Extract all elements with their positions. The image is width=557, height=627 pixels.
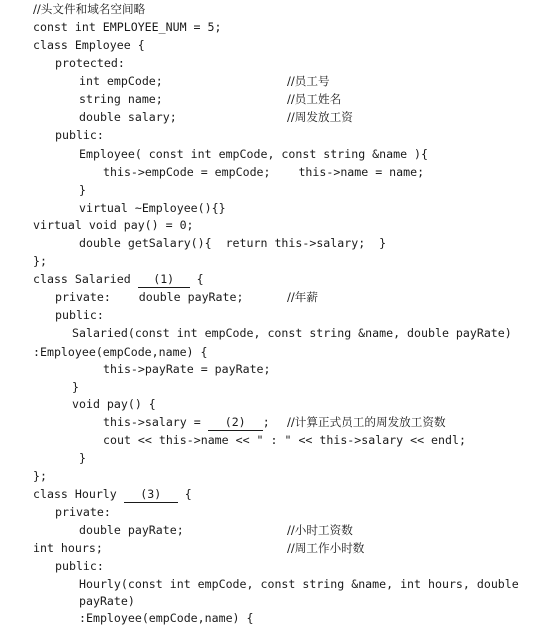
code-comment-24 bbox=[287, 413, 446, 431]
code-text: double payRate; bbox=[79, 523, 184, 537]
code-text: double salary; bbox=[79, 110, 177, 124]
code-line-22 bbox=[72, 378, 79, 396]
code-text: double getSalary(){ return this->salary; } bbox=[79, 236, 387, 250]
code-text: :Employee(empCode,name) { bbox=[33, 345, 208, 359]
code-text: public: bbox=[55, 128, 104, 142]
code-text: private: bbox=[55, 505, 111, 519]
code-line-27 bbox=[33, 467, 47, 485]
code-text: int hours; bbox=[33, 541, 103, 555]
code-text: const int EMPLOYEE_NUM = 5; bbox=[33, 20, 222, 34]
code-line-9 bbox=[79, 145, 428, 163]
code-line-3 bbox=[33, 36, 145, 54]
code-line-11 bbox=[79, 181, 86, 199]
code-text: Hourly(const int empCode, const string &name, int hours, double bbox=[79, 577, 519, 591]
code-line-4 bbox=[55, 54, 125, 72]
code-text: { bbox=[189, 272, 204, 286]
code-text: Salaried(const int empCode, const string &name, double payRate) bbox=[72, 326, 512, 340]
code-line-19 bbox=[72, 324, 512, 342]
comment-text: //年薪 bbox=[287, 290, 318, 304]
code-line-24 bbox=[103, 413, 270, 431]
code-text: } bbox=[79, 451, 86, 465]
answer-blank: (3) bbox=[124, 487, 178, 503]
comment-text: //员工姓名 bbox=[287, 92, 342, 106]
code-line-2 bbox=[33, 18, 221, 36]
code-line-32 bbox=[55, 557, 104, 575]
code-line-16 bbox=[33, 270, 204, 288]
code-line-10 bbox=[103, 163, 424, 181]
code-line-17 bbox=[55, 288, 243, 306]
code-line-20 bbox=[33, 343, 208, 361]
comment-text: //周发放工资 bbox=[287, 110, 353, 124]
code-line-18 bbox=[55, 306, 104, 324]
code-text: cout << this->name << " : " << this->salary << endl; bbox=[103, 433, 466, 447]
answer-blank: (1) bbox=[138, 272, 190, 288]
code-text: string name; bbox=[79, 92, 163, 106]
code-line-29 bbox=[55, 503, 111, 521]
comment-text: //员工号 bbox=[287, 74, 330, 88]
code-text: } bbox=[79, 183, 86, 197]
code-text: public: bbox=[55, 308, 104, 322]
code-line-6 bbox=[79, 90, 163, 108]
code-line-12 bbox=[79, 199, 226, 217]
code-comment-7 bbox=[287, 108, 353, 126]
code-line-7 bbox=[79, 108, 177, 126]
code-text: Employee( const int empCode, const string &name ){ bbox=[79, 147, 429, 161]
code-text: virtual ~Employee(){} bbox=[79, 201, 226, 215]
code-text: virtual void pay() = 0; bbox=[33, 218, 194, 232]
code-text: ; bbox=[262, 415, 270, 429]
comment-text: //计算正式员工的周发放工资数 bbox=[287, 415, 446, 429]
code-text: payRate) bbox=[79, 594, 135, 608]
code-line-8 bbox=[55, 126, 104, 144]
code-line-26 bbox=[79, 449, 86, 467]
code-text: { bbox=[177, 487, 192, 501]
code-line-14 bbox=[79, 234, 386, 252]
code-line-35 bbox=[79, 609, 254, 627]
code-line-5 bbox=[79, 72, 163, 90]
code-text: private: double payRate; bbox=[55, 290, 244, 304]
code-text: } bbox=[72, 380, 79, 394]
code-comment-5 bbox=[287, 72, 330, 90]
code-text: int empCode; bbox=[79, 74, 163, 88]
code-line-21 bbox=[103, 360, 271, 378]
code-line-15 bbox=[33, 252, 47, 270]
code-text: void pay() { bbox=[72, 397, 156, 411]
code-line-13 bbox=[33, 216, 194, 234]
code-text: class Employee { bbox=[33, 38, 145, 52]
code-text: class Hourly bbox=[33, 487, 124, 501]
code-text: //头文件和域名空间略 bbox=[33, 2, 146, 16]
code-text: public: bbox=[55, 559, 104, 573]
code-line-31 bbox=[33, 539, 103, 557]
code-comment-6 bbox=[287, 90, 341, 108]
code-text: }; bbox=[33, 254, 47, 268]
code-text: :Employee(empCode,name) { bbox=[79, 611, 254, 625]
code-line-23 bbox=[72, 395, 156, 413]
code-line-33 bbox=[79, 575, 519, 593]
code-text: this->salary = bbox=[103, 415, 208, 429]
code-text: }; bbox=[33, 469, 47, 483]
code-line-34 bbox=[79, 592, 135, 610]
answer-blank: (2) bbox=[208, 415, 263, 431]
code-comment-30 bbox=[287, 521, 353, 539]
code-text: this->empCode = empCode; this->name = name; bbox=[103, 165, 425, 179]
code-comment-17 bbox=[287, 288, 318, 306]
code-line-1 bbox=[33, 0, 145, 18]
code-text: this->payRate = payRate; bbox=[103, 362, 271, 376]
comment-text: //周工作小时数 bbox=[287, 541, 365, 555]
comment-text: //小时工资数 bbox=[287, 523, 353, 537]
code-line-28 bbox=[33, 485, 192, 503]
code-line-25 bbox=[103, 431, 466, 449]
code-comment-31 bbox=[287, 539, 364, 557]
code-line-30 bbox=[79, 521, 184, 539]
code-text: protected: bbox=[55, 56, 125, 70]
code-text: class Salaried bbox=[33, 272, 138, 286]
